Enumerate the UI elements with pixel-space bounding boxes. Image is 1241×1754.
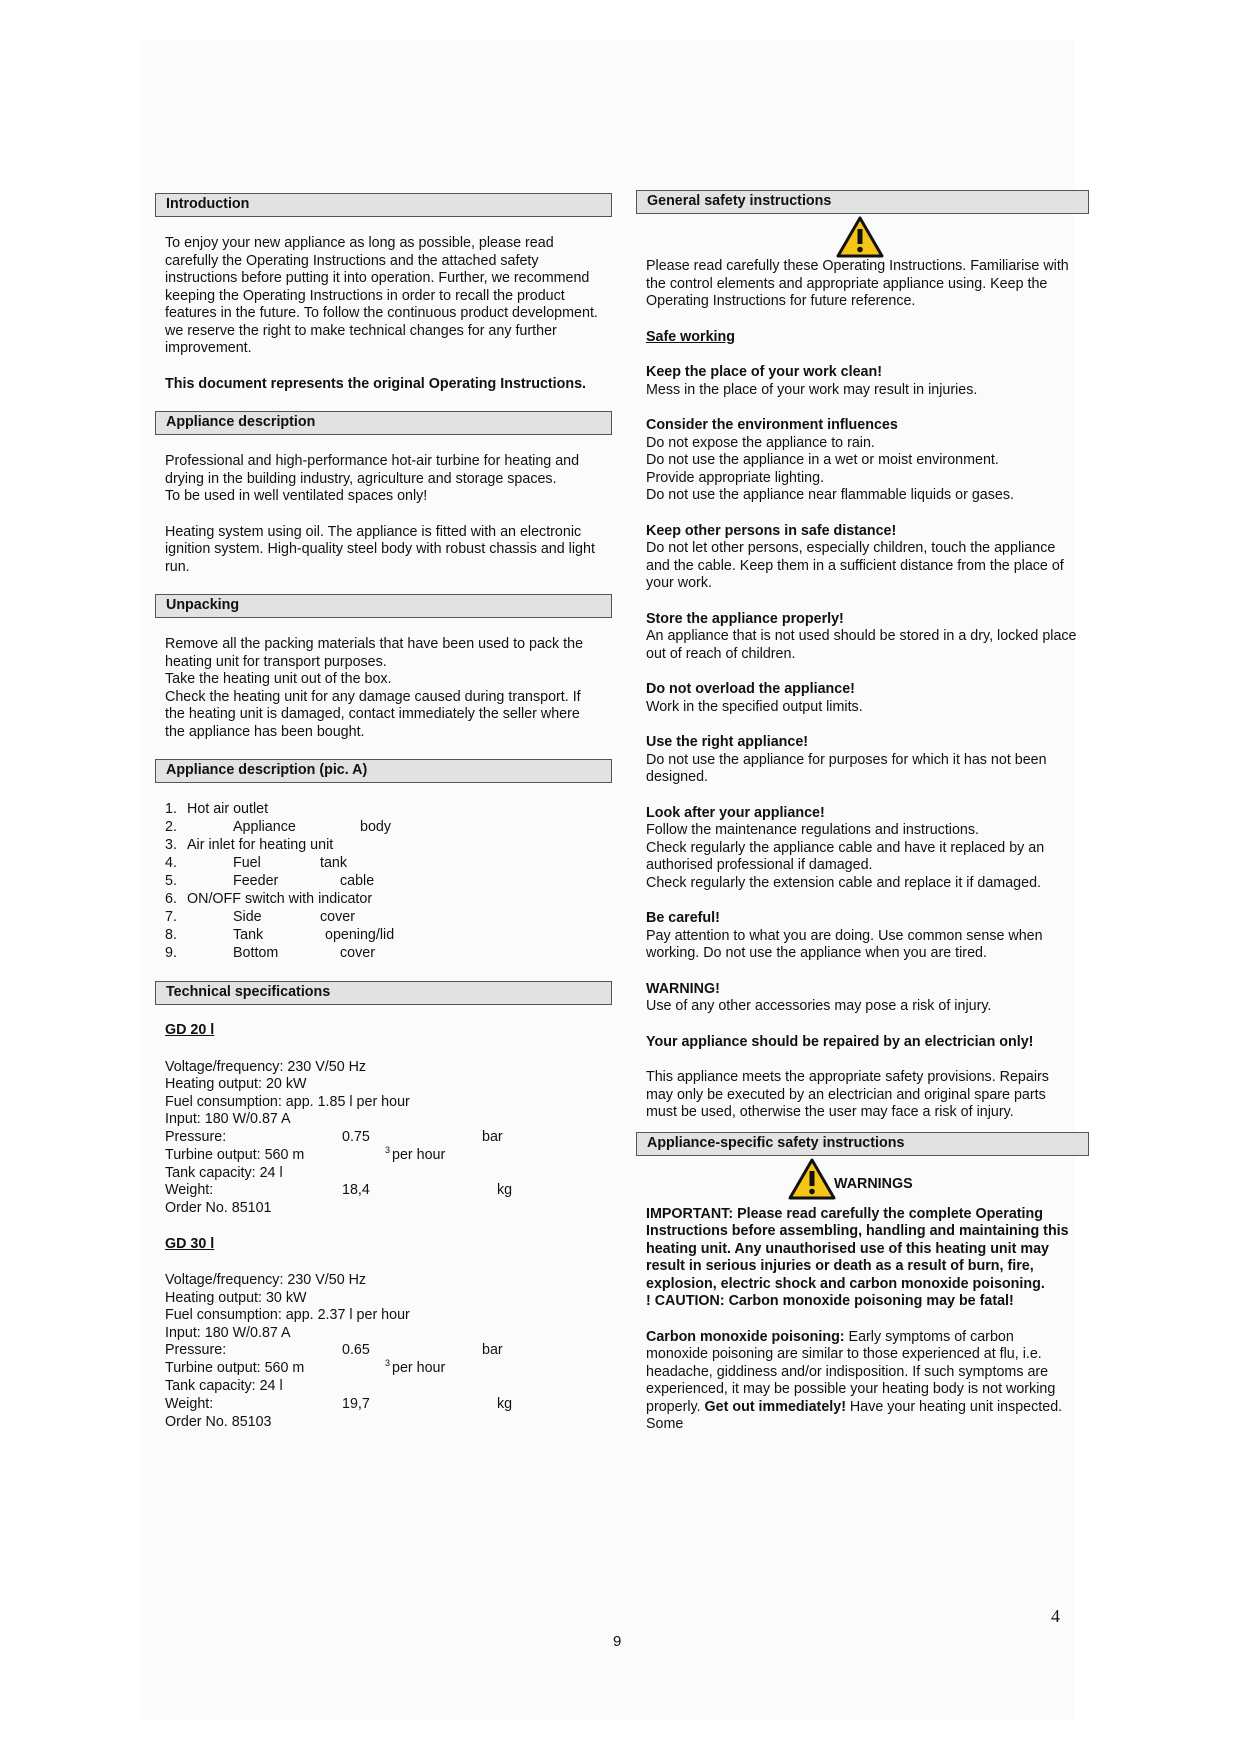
spec-heating: Heating output: 30 kW <box>165 1289 307 1306</box>
spec-fuel: Fuel consumption: app. 2.37 l per hour <box>165 1307 410 1323</box>
ventilation-note: To be used in well ventilated spaces only! <box>165 488 428 504</box>
safety-rule <box>646 417 1079 505</box>
general-intro-text: Please read carefully these Operating Instructions. Familiarise with the control elements and appropriate appliance using. Keep the Operating Instructions for future reference. <box>646 258 1069 309</box>
list-item: 3. Air inlet for heating unit <box>165 837 334 853</box>
rule-line: Use of any other accessories may pose a risk of injury. <box>646 998 992 1014</box>
rule-line: Do not let other persons, especially children, touch the appliance and the cable. Keep them in a sufficient distance from the place of your work. <box>646 540 1064 591</box>
spec-tank: Tank capacity: 24 l <box>165 1378 283 1394</box>
safety-rule <box>646 805 1079 893</box>
spec-voltage: Voltage/frequency: 230 V/50 Hz <box>165 1058 367 1075</box>
spec-turbine: Turbine output: 560 m 3 per hour <box>165 1358 446 1376</box>
appliance-description-text: Professional and high-performance hot-air turbine for heating and drying in the building industry, agriculture and storage spaces. <box>165 453 580 487</box>
rule-line: Mess in the place of your work may result in injuries. <box>646 381 978 398</box>
spec-order: Order No. 85101 <box>165 1200 272 1216</box>
list-item: 4. Fuel tank <box>165 855 348 871</box>
unpacking-line-1: Remove all the packing materials that have been used to pack the heating unit for transport purposes. <box>165 636 584 670</box>
rule-title: Use the right appliance! <box>646 734 809 750</box>
list-item: 9. Bottom cover <box>165 945 375 961</box>
spec-heating: Heating output: 20 kW <box>165 1076 307 1092</box>
rule-title: Be careful! <box>646 910 720 926</box>
important-text: IMPORTANT: Please read carefully the complete Operating Instructions before assembling, handling and maintaining this heating unit. Any unauthorised use of this heating unit may result in serious injuries or death as a result of burn, fire, explosion, electric shock and carbon monoxide poisoning. <box>646 1205 1069 1292</box>
list-item: 2. Appliance body <box>165 819 392 835</box>
spec-input: Input: 180 W/0.87 A <box>165 1111 291 1127</box>
rule-line: Work in the specified output limits. <box>646 698 863 715</box>
rule-line: Check regularly the extension cable and replace it if damaged. <box>646 874 1041 891</box>
co-poisoning-text: Carbon monoxide poisoning: Early symptoms of carbon monoxide poisoning are similar to those experienced at flu, i.e. headache, giddiness and/or indisposition. If such symptoms are experienced, it may be possible your heating body is not working properly. Get out immediately! Have your heating unit inspected. Some <box>646 1328 1063 1432</box>
model-title: GD 20 l <box>165 1022 215 1038</box>
spec-fuel: Fuel consumption: app. 1.85 l per hour <box>165 1093 410 1110</box>
unpacking-header: Unpacking <box>155 594 612 618</box>
right-column <box>646 190 1079 1452</box>
parts-list <box>165 801 602 963</box>
rule-line: Follow the maintenance regulations and instructions. <box>646 822 979 838</box>
tech-specs-header: Technical specifications <box>155 981 612 1005</box>
rule-line: Check regularly the appliance cable and have it replaced by an authorised professional if damaged. <box>646 839 1045 873</box>
list-item: 6. ON/OFF switch with indicator <box>165 891 373 907</box>
spec-voltage: Voltage/frequency: 230 V/50 Hz <box>165 1272 367 1288</box>
safety-rule <box>646 523 1079 593</box>
appliance-description-header: Appliance description <box>155 411 612 435</box>
list-item: 1. Hot air outlet <box>165 801 269 817</box>
specific-safety-header: Appliance-specific safety instructions <box>636 1132 1089 1156</box>
safety-rule <box>646 910 1079 963</box>
warning-triangle-icon <box>788 1158 836 1200</box>
general-safety-header: General safety instructions <box>636 190 1089 214</box>
rule-line: An appliance that is not used should be stored in a dry, locked place out of reach of children. <box>646 628 1077 662</box>
rule-title: WARNING! <box>646 980 720 997</box>
spec-order: Order No. 85103 <box>165 1413 272 1430</box>
list-item: 5. Feeder cable <box>165 873 375 889</box>
model-title: GD 30 l <box>165 1235 215 1252</box>
rule-line: Do not expose the appliance to rain. <box>646 434 875 451</box>
rule-title: Store the appliance properly! <box>646 610 844 627</box>
safety-rule <box>646 611 1079 664</box>
rule-title: Consider the environment influences <box>646 417 898 433</box>
heating-system-text: Heating system using oil. The appliance is fitted with an electronic ignition system. High-quality steel body with robust chassis and light run. <box>165 523 595 575</box>
rule-line: Do not use the appliance for purposes for which it has not been designed. <box>646 751 1047 785</box>
caution-text: ! CAUTION: Carbon monoxide poisoning may be fatal! <box>646 1293 1014 1309</box>
rule-title: Look after your appliance! <box>646 804 825 821</box>
spec-weight: Weight: 18,4 kg <box>165 1182 513 1198</box>
electrician-note: This appliance meets the appropriate safety provisions. Repairs may only be executed by an electrician and original spare parts must be used, otherwise the user may face a risk of injury. <box>646 1069 1049 1120</box>
safety-rule <box>646 734 1079 787</box>
spec-tank: Tank capacity: 24 l <box>165 1164 283 1181</box>
rule-title: Keep the place of your work clean! <box>646 364 882 380</box>
introduction-text: To enjoy your new appliance as long as possible, please read carefully the Operating Instructions and the attached safety instructions before putting it into operation. Further, we recommend keeping the Operating Instructions in order to recall the product features in the future. To follow the continuous product development. we reserve the right to make technical changes for any further improvement. <box>165 235 598 356</box>
spec-weight: Weight: 19,7 kg <box>165 1395 513 1412</box>
spec-pressure: Pressure: 0.75 bar <box>165 1128 503 1145</box>
rule-line: Do not use the appliance in a wet or moist environment. <box>646 452 999 468</box>
original-instructions-note: This document represents the original Operating Instructions. <box>165 375 587 392</box>
spec-input: Input: 180 W/0.87 A <box>165 1324 291 1341</box>
safety-rule <box>646 364 1079 399</box>
list-item: 7. Side cover <box>165 909 355 925</box>
warnings-label: WARNINGS <box>834 1175 913 1192</box>
page-number-corner: 4 <box>1051 1606 1060 1626</box>
spec-turbine: Turbine output: 560 m 3 per hour <box>165 1144 446 1163</box>
safety-rule <box>646 681 1079 716</box>
spec-pressure: Pressure: 0.65 bar <box>165 1342 503 1358</box>
unpacking-line-3: Check the heating unit for any damage caused during transport. If the heating unit is damaged, contact immediately the seller where the appliance has been bought. <box>165 688 581 740</box>
list-item: 8. Tank opening/lid <box>165 927 395 943</box>
left-column <box>165 193 602 1431</box>
safety-rule <box>646 981 1079 1016</box>
rule-title: Keep other persons in safe distance! <box>646 522 897 539</box>
rule-line: Provide appropriate lighting. <box>646 469 825 486</box>
rule-line: Pay attention to what you are doing. Use common sense when working. Do not use the appliance when you are tired. <box>646 927 1043 961</box>
parts-header: Appliance description (pic. A) <box>155 759 612 783</box>
unpacking-line-2: Take the heating unit out of the box. <box>165 671 392 687</box>
page-number: 9 <box>613 1633 622 1650</box>
warning-triangle-icon <box>836 216 884 258</box>
safety-rule <box>646 1034 1079 1052</box>
introduction-header: Introduction <box>155 193 612 217</box>
rule-title: Do not overload the appliance! <box>646 681 855 697</box>
safe-working-title: Safe working <box>646 328 735 345</box>
model-gd30 <box>165 1236 602 1432</box>
model-gd20 <box>165 1022 602 1218</box>
rule-title: Your appliance should be repaired by an electrician only! <box>646 1033 1034 1050</box>
rule-line: Do not use the appliance near flammable liquids or gases. <box>646 487 1014 503</box>
